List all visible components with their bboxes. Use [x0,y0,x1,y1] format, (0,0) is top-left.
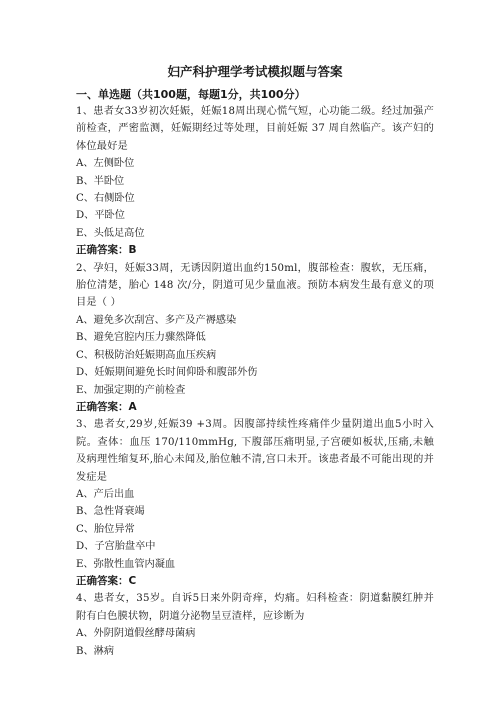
question-stem: 4、患者女，35岁。自诉5日来外阴奇痒，灼痛。妇科检查：阴道黏膜红肿并附有白色膜状物，阴道分泌物呈豆渣样，应诊断为 [76,593,434,622]
option-c: C、胎位异常 [76,523,135,535]
option-b: B、淋病 [76,645,115,657]
option-d: D、妊娠期间避免长时间仰卧和腹部外伤 [76,367,258,379]
correct-answer: 正确答案：A [76,400,137,413]
question-2 [76,260,434,417]
option-d: D、平卧位 [76,210,125,222]
option-b: B、半卧位 [76,175,125,187]
option-b: B、急性肾衰竭 [76,506,145,518]
question-stem: 1、患者女33岁初次妊娠，妊娠18周出现心慌气短，心功能二级。经过加强产前检查，严密监测，妊娠期经过等处理，目前妊娠 37 周自然临产。该产妇的体位最好是 [76,106,434,152]
option-e: E、头低足高位 [76,227,145,239]
section-heading: 一、单选题（共100题，每题1分，共100分） [76,88,306,101]
question-stem: 2、孕妇，妊娠33周，无诱因阴道出血约150ml，腹部检查：腹软，无压痛，胎位清楚，胎心 148 次/分，阴道可见少量血液。预防本病发生最有意义的项目是（ ） [76,262,434,309]
option-a: A、产后出血 [76,488,135,500]
option-a: A、避免多次刮宫、多产及产褥感染 [76,314,237,326]
document-title: 妇产科护理学考试模拟题与答案 [167,64,343,79]
option-a: A、左侧卧位 [76,158,135,170]
option-b: B、避免宫腔内压力骤然降低 [76,332,206,344]
question-3 [76,416,434,590]
option-e: E、加强定期的产前检查 [76,384,186,396]
option-c: C、右侧卧位 [76,193,135,205]
correct-answer: 正确答案：C [76,574,137,587]
question-stem: 3、患者女,29岁,妊娠39 +3周。因腹部持续性疼痛伴少量阴道出血5小时入院。查体：血压 170/110mmHg, 下腹部压痛明显,子宫硬如板状,压痛,未触及病理性缩复环,胎心未闻及,胎位触不清,宫口未开。该患者最不可能出现的并发症是 [76,419,434,483]
question-1 [76,103,434,260]
option-c: C、积极防治妊娠期高血压疾病 [76,349,217,361]
option-a: A、外阴阴道假丝酵母菌病 [76,628,196,640]
option-d: D、子宫胎盘卒中 [76,541,156,553]
option-e: E、弥散性血管内凝血 [76,558,176,570]
question-4 [76,590,434,660]
correct-answer: 正确答案：B [76,244,137,257]
